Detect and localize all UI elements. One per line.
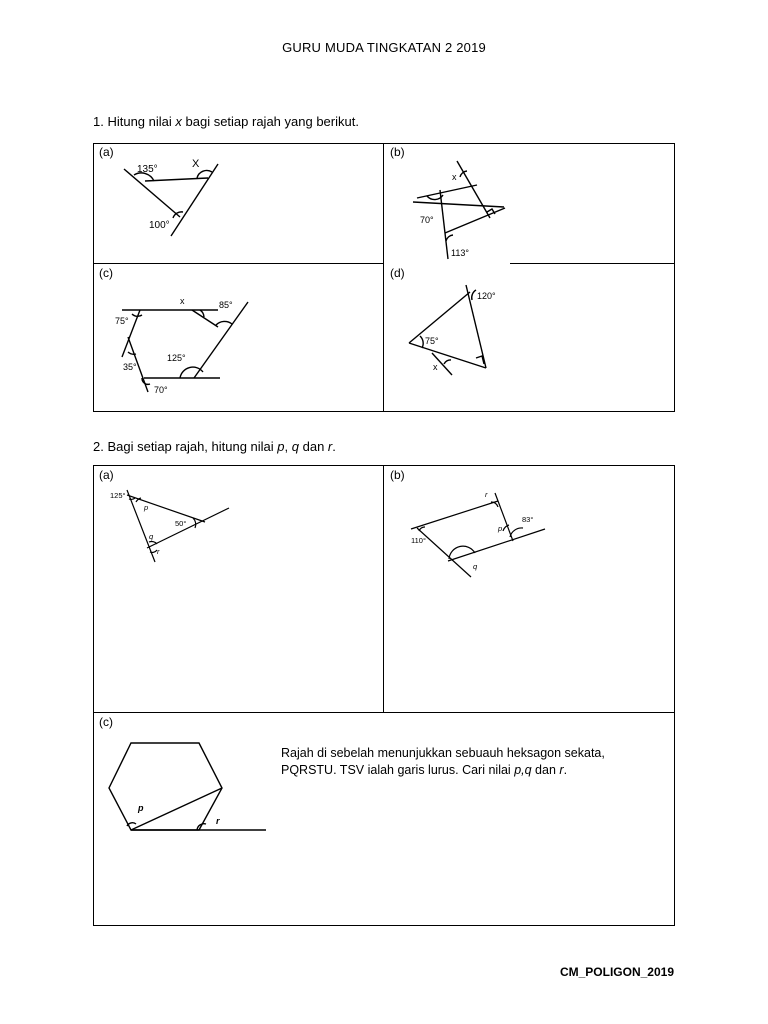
q2-var-q: q [291,439,299,454]
q2b-right [495,493,513,541]
q2a-arc-50 [193,518,196,528]
q1d-angle-120: 120° [477,291,496,301]
q1c-arc-85 [216,321,232,325]
q1d-arc-120 [472,290,476,300]
q1c-right [194,302,248,378]
q2b-angle-83: 83° [522,515,534,524]
q1c-arc-125 [180,367,203,378]
q1c-angle-125: 125° [167,353,186,363]
q2b-angle-q: q [473,562,478,571]
q1-grid-vline [383,143,384,412]
q2a-angle-q: q [149,532,154,541]
q2c-instruction-line1: Rajah di sebelah menunjukkan sebuauh heksagon sekata, [281,746,605,760]
q1c-angle-75: 75° [115,316,129,326]
q1-cell-a-label: (a) [99,145,114,159]
q2-prefix: 2. Bagi setiap rajah, hitung nilai [93,439,278,454]
q1b-diagram [405,155,515,263]
q1a-angle-135: 135° [137,164,158,175]
q2a-angle-r: r [157,547,160,556]
q1d-angle-x: x [433,362,438,372]
q2a-angle-50: 50° [175,519,187,528]
question-1-heading [93,114,359,129]
q1-cell-c-label: (c) [99,266,113,280]
q1b-angle-113: 113° [451,248,469,258]
q2c-instruction-line2: PQRSTU. TSV ialah garis lurus. Cari nilai p,q dan r. [281,763,568,777]
q1d-top-left [409,292,470,343]
q2b-arc-83 [510,528,523,537]
q1d-angle-75: 75° [425,336,439,346]
q1b-angle-70: 70° [420,215,434,225]
q1d-diagram [402,280,502,380]
q2-end: . [332,439,336,454]
q2a-bottom-side [147,508,229,548]
q1a-angle-100: 100° [149,220,170,231]
q2-var-p: p [277,439,285,454]
q2a-angle-125: 125° [110,491,126,500]
q1a-side-right [171,164,218,236]
q1c-angle-35: 35° [123,362,137,372]
q1c-upper-right [192,310,218,327]
q1b-right [457,161,490,218]
q2a-left-side [127,490,155,562]
q1c-angle-85: 85° [219,300,233,310]
q2a-angle-p: p [144,503,149,512]
q1c-arc-75 [132,314,142,316]
q1c-diagram [112,292,252,397]
q1-prefix: 1. Hitung nilai [93,114,176,129]
q2b-angle-p: p [498,524,503,533]
q2-cell-b-label: (b) [390,468,405,482]
q2-var-r: r [327,439,333,454]
q2-cell-a-label: (a) [99,468,114,482]
q2-grid-hline [93,712,675,713]
q2-grid-vline [383,465,384,713]
q1b-bottom [445,208,505,233]
q2b-bottom [448,529,545,561]
q1a-angle-x: X [192,158,200,170]
q2c-instruction [281,745,661,779]
q1a-diagram [110,150,240,245]
q1b-angle-x: x [452,172,457,182]
q2-sep: , [284,439,292,454]
q1b-top-ext [413,202,504,207]
q1d-right-angle [476,356,484,364]
q1-suffix: bagi setiap rajah yang berikut. [181,114,359,129]
q2b-angle-r: r [485,490,488,499]
q1d-bottom [409,343,486,368]
q1-cell-b-label: (b) [390,145,405,159]
q2b-diagram [403,485,553,580]
page-footer-code: CM_POLIGON_2019 [559,965,674,979]
q2b-arc-q [449,546,475,559]
q2c-diagram [104,738,274,838]
q2c-hexagon [109,743,222,830]
q1c-arc-35 [128,352,136,354]
q1-cell-d-label: (d) [390,266,405,280]
q1b-top [417,185,477,198]
q1c-angle-x: x [180,296,185,306]
q2c-angle-p: p [138,803,144,813]
q2a-diagram [105,482,235,564]
q2b-top [411,501,498,529]
q2c-diagonal [131,788,222,830]
q1-grid-hline-right [510,263,675,264]
q2c-angle-r: r [216,816,220,826]
q2-cell-c-label: (c) [99,715,113,729]
q1b-left [440,190,448,259]
q2b-angle-110: 110° [411,536,426,545]
q1b-arc-113 [446,235,453,241]
question-2-heading [93,439,336,454]
q1c-angle-70: 70° [154,385,168,395]
q1-var: x [175,114,182,129]
q2-and: dan [299,439,328,454]
q1a-side-ab [124,169,180,217]
q1d-arc-x [444,360,451,364]
page-header: GURU MUDA TINGKATAN 2 2019 [282,40,486,55]
q1-grid-hline-left [93,263,384,264]
